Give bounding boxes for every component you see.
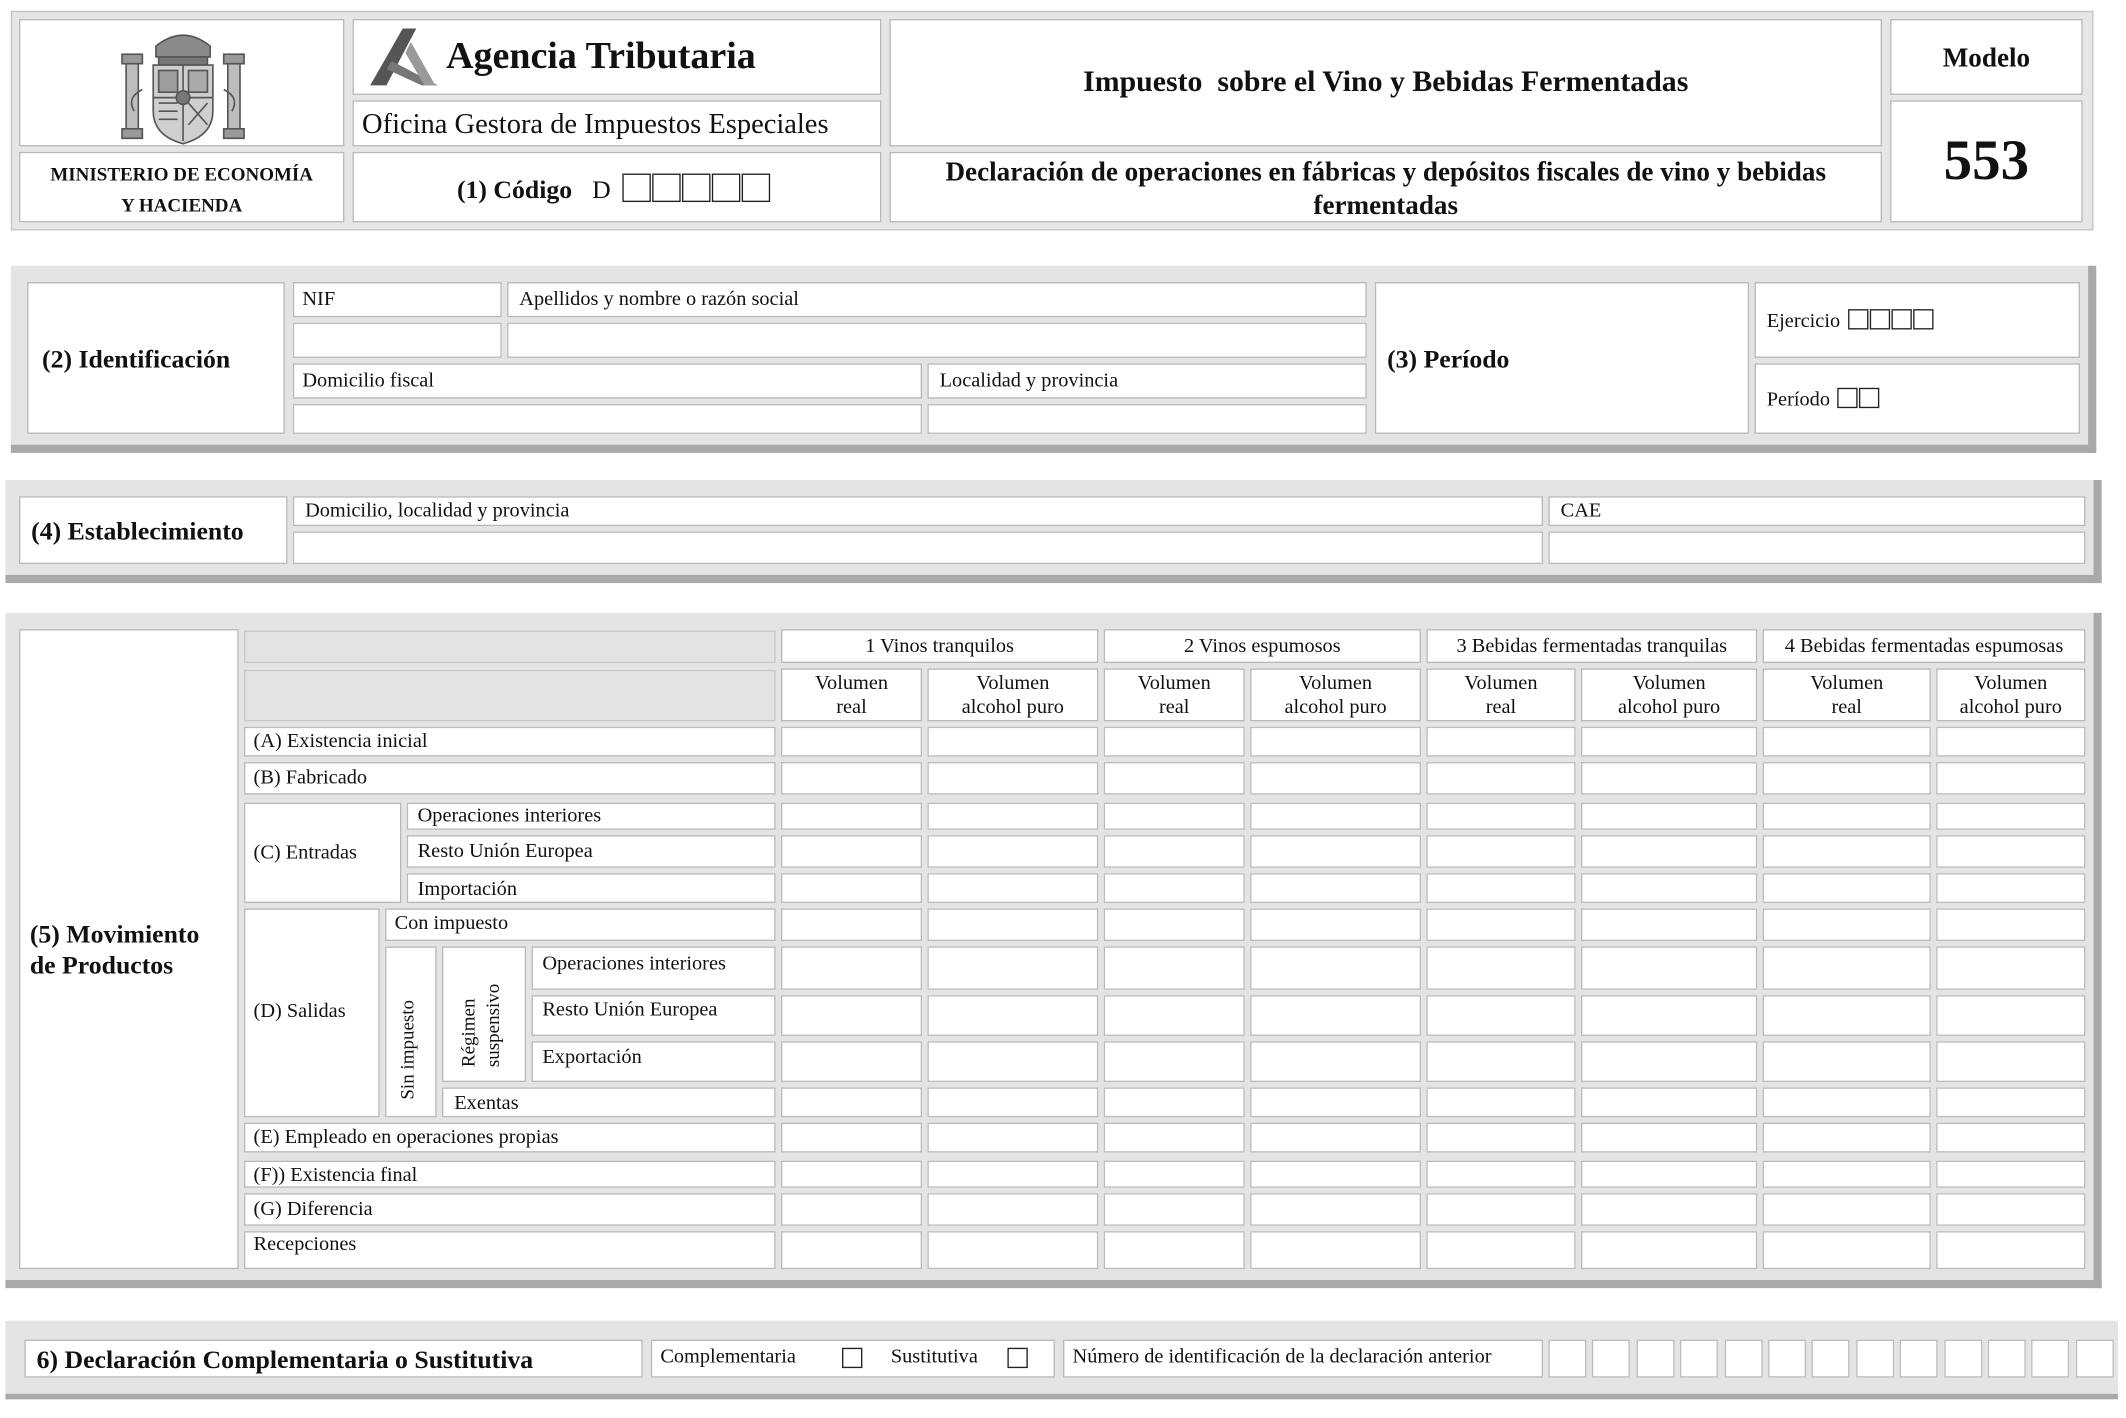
code-digit-box[interactable] <box>682 174 710 202</box>
value-cell[interactable] <box>1104 995 1245 1036</box>
prev-number-digit-box[interactable] <box>1812 1340 1850 1378</box>
value-cell[interactable] <box>927 762 1098 795</box>
value-cell[interactable] <box>1581 762 1757 795</box>
value-cell[interactable] <box>781 1041 922 1082</box>
value-cell[interactable] <box>1250 995 1421 1036</box>
value-cell[interactable] <box>1763 995 1931 1036</box>
nif-input[interactable] <box>293 323 502 358</box>
prev-number-digit-box[interactable] <box>1900 1340 1938 1378</box>
value-cell[interactable] <box>1763 1231 1931 1269</box>
value-cell[interactable] <box>1936 946 2085 989</box>
value-cell[interactable] <box>1426 1193 1575 1226</box>
cae-label: CAE <box>1560 500 1602 523</box>
value-cell[interactable] <box>1104 835 1245 868</box>
prev-number-digit-box[interactable] <box>1592 1340 1630 1378</box>
value-cell[interactable] <box>1581 803 1757 830</box>
value-cell[interactable] <box>1581 946 1757 989</box>
value-cell[interactable] <box>1250 1041 1421 1082</box>
ministry-line-2: Y HACIENDA <box>121 196 243 217</box>
value-cell[interactable] <box>1104 873 1245 903</box>
value-cell[interactable] <box>1581 1123 1757 1153</box>
value-cell[interactable] <box>927 835 1098 868</box>
value-cell[interactable] <box>1426 995 1575 1036</box>
value-cell[interactable] <box>1426 835 1575 868</box>
year-digit-box[interactable] <box>1891 309 1911 329</box>
row-group-salidas: (D) Salidas <box>244 908 380 1117</box>
blank-header-cell <box>244 630 776 663</box>
volume-alcohol-header: Volumen alcohol puro <box>1936 668 2085 721</box>
value-cell[interactable] <box>1763 1193 1931 1226</box>
volume-alcohol-header: Volumen alcohol puro <box>1581 668 1757 721</box>
volume-alcohol-header: Volumen alcohol puro <box>1250 668 1421 721</box>
row-label-recepciones: Recepciones <box>244 1231 776 1269</box>
value-cell[interactable] <box>1426 1087 1575 1117</box>
value-cell[interactable] <box>1936 762 2085 795</box>
value-cell[interactable] <box>1581 1087 1757 1117</box>
volume-real-header: Volumen real <box>781 668 922 721</box>
year-label: Ejercicio <box>1766 310 1841 333</box>
value-cell[interactable] <box>1936 1041 2085 1082</box>
establishment-address-label-cell <box>293 496 1543 526</box>
complementary-title: 6) Declaración Complementaria o Sustitutiva <box>36 1346 534 1375</box>
value-cell[interactable] <box>1936 835 2085 868</box>
value-cell[interactable] <box>1250 946 1421 989</box>
locality-label: Localidad y provincia <box>939 370 1119 392</box>
prev-number-digit-box[interactable] <box>2032 1340 2070 1378</box>
value-cell[interactable] <box>1936 1193 2085 1226</box>
value-cell[interactable] <box>1763 1161 1931 1188</box>
row-label-entradas-importacion: Importación <box>407 873 776 903</box>
name-label-cell <box>507 282 1367 317</box>
locality-label-cell <box>927 363 1366 398</box>
value-cell[interactable] <box>1104 1087 1245 1117</box>
period-title: (3) Período <box>1387 345 1510 375</box>
value-cell[interactable] <box>1581 1161 1757 1188</box>
code-digit-box[interactable] <box>712 174 740 202</box>
nif-label-cell <box>293 282 502 317</box>
model-label: Modelo <box>1942 43 2031 74</box>
value-cell[interactable] <box>927 1231 1098 1269</box>
product-header-4: 4 Bebidas fermentadas espumosas <box>1763 629 2086 663</box>
period-digit-box[interactable] <box>1860 388 1880 408</box>
declaration-title-line-1: Declaración de operaciones en fábricas y depósitos fiscales de vino y bebidas <box>945 157 1827 188</box>
value-cell[interactable] <box>781 835 922 868</box>
value-cell[interactable] <box>1763 908 1931 941</box>
value-cell[interactable] <box>1426 1161 1575 1188</box>
agency-name: Agencia Tributaria <box>446 35 756 78</box>
period-label: Período <box>1766 389 1831 411</box>
period-field <box>1767 388 1881 412</box>
value-cell[interactable] <box>1763 762 1931 795</box>
identification-title-cell <box>27 282 285 434</box>
agency-cell <box>353 19 882 95</box>
value-cell[interactable] <box>781 946 922 989</box>
value-cell[interactable] <box>1581 1041 1757 1082</box>
value-cell[interactable] <box>1936 727 2085 757</box>
value-cell[interactable] <box>1936 1123 2085 1153</box>
prev-number-digit-box[interactable] <box>1856 1340 1894 1378</box>
value-cell[interactable] <box>927 908 1098 941</box>
value-cell[interactable] <box>1104 1231 1245 1269</box>
sustitutiva-checkbox[interactable] <box>1007 1348 1027 1368</box>
year-field <box>1767 309 1935 333</box>
value-cell[interactable] <box>1250 1161 1421 1188</box>
value-cell[interactable] <box>1936 1087 2085 1117</box>
period-cell <box>1755 363 2080 434</box>
row-label-salidas-ue: Resto Unión Europea <box>532 995 776 1036</box>
establishment-title: (4) Establecimiento <box>31 517 244 547</box>
value-cell[interactable] <box>1250 1087 1421 1117</box>
model-number-cell <box>1890 100 2083 222</box>
value-cell[interactable] <box>781 803 922 830</box>
row-label-fabricado: (B) Fabricado <box>244 762 776 795</box>
address-label-cell <box>293 363 922 398</box>
row-label-entradas-interiores: Operaciones interiores <box>407 803 776 830</box>
declaration-title-line-2: fermentadas <box>1313 191 1459 222</box>
complementaria-label: Complementaria <box>660 1346 796 1369</box>
code-digit-box[interactable] <box>623 174 651 202</box>
year-cell <box>1755 282 2080 358</box>
movement-title-line-1: (5) Movimiento <box>29 920 200 950</box>
value-cell[interactable] <box>1581 835 1757 868</box>
row-label-exentas: Exentas <box>442 1087 776 1117</box>
value-cell[interactable] <box>927 1087 1098 1117</box>
value-cell[interactable] <box>1250 908 1421 941</box>
prev-number-digit-box[interactable] <box>1724 1340 1762 1378</box>
year-digit-box[interactable] <box>1913 309 1933 329</box>
value-cell[interactable] <box>1426 1123 1575 1153</box>
prev-number-label-cell <box>1063 1340 1543 1378</box>
value-cell[interactable] <box>781 908 922 941</box>
movement-title-cell <box>19 629 239 1269</box>
prev-number-digit-box[interactable] <box>1944 1340 1982 1378</box>
value-cell[interactable] <box>781 995 922 1036</box>
row-label-diferencia: (G) Diferencia <box>244 1193 776 1226</box>
value-cell[interactable] <box>781 727 922 757</box>
office-name: Oficina Gestora de Impuestos Especiales <box>362 107 829 140</box>
code-prefix: D <box>592 176 611 205</box>
row-group-entradas: (C) Entradas <box>244 803 401 903</box>
value-cell[interactable] <box>1581 873 1757 903</box>
value-cell[interactable] <box>781 1231 922 1269</box>
value-cell[interactable] <box>1426 873 1575 903</box>
movement-title-line-2: de Productos <box>29 951 174 981</box>
value-cell[interactable] <box>1426 762 1575 795</box>
row-label-salidas-interiores: Operaciones interiores <box>532 946 776 989</box>
value-cell[interactable] <box>1581 1193 1757 1226</box>
value-cell[interactable] <box>927 727 1098 757</box>
value-cell[interactable] <box>1581 908 1757 941</box>
value-cell[interactable] <box>781 1193 922 1226</box>
sustitutiva-label: Sustitutiva <box>890 1346 978 1369</box>
name-label: Apellidos y nombre o razón social <box>519 288 799 311</box>
year-digit-box[interactable] <box>1870 309 1890 329</box>
value-cell[interactable] <box>1936 803 2085 830</box>
value-cell[interactable] <box>927 1123 1098 1153</box>
cae-label-cell <box>1548 496 2085 526</box>
prev-number-digit-box[interactable] <box>1988 1340 2026 1378</box>
value-cell[interactable] <box>781 1087 922 1117</box>
value-cell[interactable] <box>1104 1041 1245 1082</box>
cae-input[interactable] <box>1548 532 2085 565</box>
value-cell[interactable] <box>1104 1123 1245 1153</box>
value-cell[interactable] <box>1763 1123 1931 1153</box>
value-cell[interactable] <box>1104 1193 1245 1226</box>
value-cell[interactable] <box>1763 1087 1931 1117</box>
prev-number-digit-box[interactable] <box>1768 1340 1806 1378</box>
value-cell[interactable] <box>1250 873 1421 903</box>
establishment-title-cell <box>19 496 287 564</box>
complementaria-checkbox[interactable] <box>842 1348 862 1368</box>
value-cell[interactable] <box>1104 762 1245 795</box>
tax-title-cell <box>889 19 1882 146</box>
period-digit-box[interactable] <box>1838 388 1858 408</box>
value-cell[interactable] <box>1581 995 1757 1036</box>
value-cell[interactable] <box>1104 727 1245 757</box>
product-header-3: 3 Bebidas fermentadas tranquilas <box>1426 629 1757 663</box>
value-cell[interactable] <box>927 1193 1098 1226</box>
tax-title: Impuesto sobre el Vino y Bebidas Fermentadas <box>1083 63 1689 98</box>
value-cell[interactable] <box>1763 835 1931 868</box>
period-title-cell <box>1375 282 1749 434</box>
address-input[interactable] <box>293 404 922 434</box>
value-cell[interactable] <box>1936 1161 2085 1188</box>
row-label-existencia-final: (F)) Existencia final <box>244 1161 776 1188</box>
prev-number-digit-box[interactable] <box>1548 1340 1586 1378</box>
prev-number-label: Número de identificación de la declaración anterior <box>1072 1346 1492 1369</box>
value-cell[interactable] <box>1104 946 1245 989</box>
value-cell[interactable] <box>1426 1231 1575 1269</box>
office-cell <box>353 100 882 146</box>
value-cell[interactable] <box>1250 1123 1421 1153</box>
value-cell[interactable] <box>1250 835 1421 868</box>
address-label: Domicilio fiscal <box>302 370 434 392</box>
year-boxes[interactable] <box>1848 311 1935 333</box>
name-input[interactable] <box>507 323 1367 358</box>
row-label-con-impuesto: Con impuesto <box>385 908 775 941</box>
value-cell[interactable] <box>1104 908 1245 941</box>
value-cell[interactable] <box>1763 946 1931 989</box>
code-label: (1) Código <box>456 176 573 205</box>
value-cell[interactable] <box>1763 873 1931 903</box>
volume-real-header: Volumen real <box>1763 668 1931 721</box>
prev-number-digit-box[interactable] <box>1680 1340 1718 1378</box>
row-group-regimen-suspensivo: Régimen suspensivo <box>442 946 526 1082</box>
value-cell[interactable] <box>1250 803 1421 830</box>
agencia-tributaria-logo-icon <box>362 23 443 91</box>
period-boxes[interactable] <box>1838 389 1881 411</box>
establishment-address-input[interactable] <box>293 532 1543 565</box>
identification-title: (2) Identificación <box>42 345 231 375</box>
value-cell[interactable] <box>1763 727 1931 757</box>
complementary-options-cell <box>651 1340 1055 1378</box>
blank-header-cell <box>244 670 776 722</box>
code-boxes[interactable] <box>623 176 772 204</box>
value-cell[interactable] <box>781 762 922 795</box>
ministry-cell <box>19 152 344 223</box>
value-cell[interactable] <box>1250 762 1421 795</box>
complementary-title-cell <box>24 1340 642 1378</box>
prev-number-digit-box[interactable] <box>2076 1340 2114 1378</box>
value-cell[interactable] <box>927 1041 1098 1082</box>
value-cell[interactable] <box>1936 1231 2085 1269</box>
establishment-address-label: Domicilio, localidad y provincia <box>305 500 570 523</box>
value-cell[interactable] <box>927 1161 1098 1188</box>
code-cell <box>353 152 882 223</box>
value-cell[interactable] <box>1763 803 1931 830</box>
value-cell[interactable] <box>1250 1231 1421 1269</box>
value-cell[interactable] <box>1426 727 1575 757</box>
value-cell[interactable] <box>927 873 1098 903</box>
value-cell[interactable] <box>781 873 922 903</box>
value-cell[interactable] <box>1426 1041 1575 1082</box>
value-cell[interactable] <box>1426 908 1575 941</box>
model-number: 553 <box>1943 130 2030 193</box>
value-cell[interactable] <box>781 1161 922 1188</box>
row-label-existencia-inicial: (A) Existencia inicial <box>244 727 776 757</box>
value-cell[interactable] <box>1104 1161 1245 1188</box>
value-cell[interactable] <box>927 995 1098 1036</box>
declaration-title-cell <box>889 152 1882 223</box>
value-cell[interactable] <box>1104 803 1245 830</box>
value-cell[interactable] <box>1426 803 1575 830</box>
value-cell[interactable] <box>1936 873 2085 903</box>
row-group-sin-impuesto: Sin impuesto <box>385 946 437 1117</box>
value-cell[interactable] <box>1250 727 1421 757</box>
value-cell[interactable] <box>1936 995 2085 1036</box>
value-cell[interactable] <box>1581 727 1757 757</box>
year-digit-box[interactable] <box>1848 309 1868 329</box>
coat-of-arms-icon <box>115 22 251 147</box>
value-cell[interactable] <box>1763 1041 1931 1082</box>
row-label-exportacion: Exportación <box>532 1041 776 1082</box>
volume-alcohol-header: Volumen alcohol puro <box>927 668 1098 721</box>
code-field <box>457 174 772 207</box>
volume-real-header: Volumen real <box>1104 668 1245 721</box>
value-cell[interactable] <box>927 803 1098 830</box>
code-digit-box[interactable] <box>652 174 680 202</box>
locality-input[interactable] <box>927 404 1366 434</box>
product-header-1: 1 Vinos tranquilos <box>781 629 1098 663</box>
value-cell[interactable] <box>927 946 1098 989</box>
coat-of-arms-cell <box>19 19 344 146</box>
value-cell[interactable] <box>1250 1193 1421 1226</box>
model-label-cell <box>1890 19 2083 95</box>
volume-real-header: Volumen real <box>1426 668 1575 721</box>
product-header-2: 2 Vinos espumosos <box>1104 629 1421 663</box>
ministry-line-1: MINISTERIO DE ECONOMÍA <box>50 165 314 186</box>
value-cell[interactable] <box>781 1123 922 1153</box>
row-label-empleado: (E) Empleado en operaciones propias <box>244 1123 776 1153</box>
value-cell[interactable] <box>1426 946 1575 989</box>
value-cell[interactable] <box>1936 908 2085 941</box>
row-label-entradas-ue: Resto Unión Europea <box>407 835 776 868</box>
prev-number-digit-box[interactable] <box>1636 1340 1674 1378</box>
value-cell[interactable] <box>1581 1231 1757 1269</box>
nif-label: NIF <box>302 288 336 311</box>
code-digit-box[interactable] <box>742 174 770 202</box>
